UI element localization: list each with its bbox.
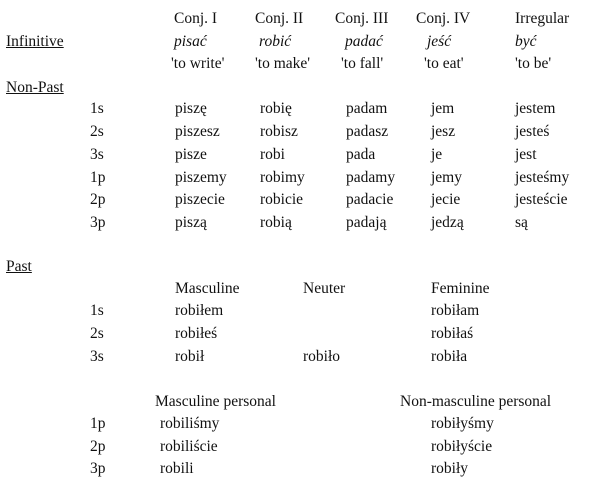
form-cell: robi <box>260 146 285 163</box>
person-label: 1s <box>90 302 104 319</box>
person-label: 1s <box>90 100 104 117</box>
person-label: 3p <box>90 460 106 477</box>
person-label: 3s <box>90 146 104 163</box>
non-masculine-personal-header: Non-masculine personal <box>400 393 552 410</box>
person-label: 1p <box>90 169 106 186</box>
form-cell: padam <box>346 100 388 117</box>
form-cell: jesteś <box>515 123 550 140</box>
form-cell: jem <box>431 100 455 117</box>
form-cell: padacie <box>346 191 394 208</box>
neuter-header: Neuter <box>303 280 346 297</box>
form-cell: jesteśmy <box>515 169 570 186</box>
person-label: 2s <box>90 325 104 342</box>
conj-4-label: Conj. IV <box>416 10 471 27</box>
form-cell: padasz <box>346 123 389 140</box>
form-cell: robimy <box>260 169 305 186</box>
form-cell: jesz <box>431 123 456 140</box>
form-cell: je <box>431 146 443 163</box>
form-cell: robiłyśmy <box>431 415 494 432</box>
form-cell: pada <box>346 146 376 163</box>
irregular-verb: być <box>515 33 537 50</box>
form-cell: robiłem <box>175 302 224 319</box>
form-cell: jesteście <box>515 191 568 208</box>
form-cell: robiłyście <box>431 438 493 455</box>
person-label: 3p <box>90 214 106 231</box>
form-cell: robicie <box>260 191 304 208</box>
irregular-label: Irregular <box>515 10 570 27</box>
form-cell: robiliście <box>160 438 218 455</box>
conj-2-verb: robić <box>259 33 292 50</box>
form-cell: robiłam <box>431 302 480 319</box>
form-cell: piszą <box>175 214 207 231</box>
conj-3-label: Conj. III <box>335 10 389 27</box>
form-cell: robią <box>260 214 292 231</box>
form-cell: jemy <box>431 169 462 186</box>
conj-2-gloss: 'to make' <box>255 55 311 72</box>
form-cell: padamy <box>346 169 396 186</box>
person-label: 2p <box>90 191 106 208</box>
conj-4-verb: jeść <box>427 33 452 50</box>
form-cell: piszę <box>175 100 207 117</box>
form-cell: padają <box>346 214 387 231</box>
conj-1-verb: pisać <box>174 33 207 50</box>
irregular-gloss: 'to be' <box>515 55 552 72</box>
form-cell: jestem <box>515 100 556 117</box>
form-cell: robiło <box>303 348 341 365</box>
person-label: 1p <box>90 415 106 432</box>
person-label: 3s <box>90 348 104 365</box>
form-cell: pisze <box>175 146 207 163</box>
conj-4-gloss: 'to eat' <box>424 55 464 72</box>
conj-1-gloss: 'to write' <box>171 55 225 72</box>
form-cell: robiłaś <box>431 325 474 342</box>
conj-2-label: Conj. II <box>255 10 304 27</box>
form-cell: piszecie <box>175 191 225 208</box>
masculine-header: Masculine <box>175 280 240 297</box>
form-cell: robili <box>160 460 194 477</box>
form-cell: robiliśmy <box>160 415 220 432</box>
form-cell: robił <box>175 348 205 365</box>
conj-3-verb: padać <box>345 33 383 50</box>
nonpast-label: Non-Past <box>6 79 64 96</box>
form-cell: robię <box>260 100 292 117</box>
form-cell: robiłeś <box>175 325 218 342</box>
form-cell: robiły <box>431 460 469 477</box>
past-label: Past <box>6 258 32 275</box>
person-label: 2p <box>90 438 106 455</box>
form-cell: piszemy <box>175 169 227 186</box>
masculine-personal-header: Masculine personal <box>155 393 276 410</box>
form-cell: jedzą <box>431 214 464 231</box>
form-cell: są <box>515 214 528 231</box>
form-cell: piszesz <box>175 123 220 140</box>
form-cell: jest <box>515 146 537 163</box>
form-cell: robisz <box>260 123 298 140</box>
person-label: 2s <box>90 123 104 140</box>
conj-1-label: Conj. I <box>174 10 218 27</box>
conj-3-gloss: 'to fall' <box>341 55 384 72</box>
form-cell: jecie <box>431 191 461 208</box>
feminine-header: Feminine <box>431 280 490 297</box>
infinitive-label: Infinitive <box>6 33 64 50</box>
form-cell: robiła <box>431 348 468 365</box>
